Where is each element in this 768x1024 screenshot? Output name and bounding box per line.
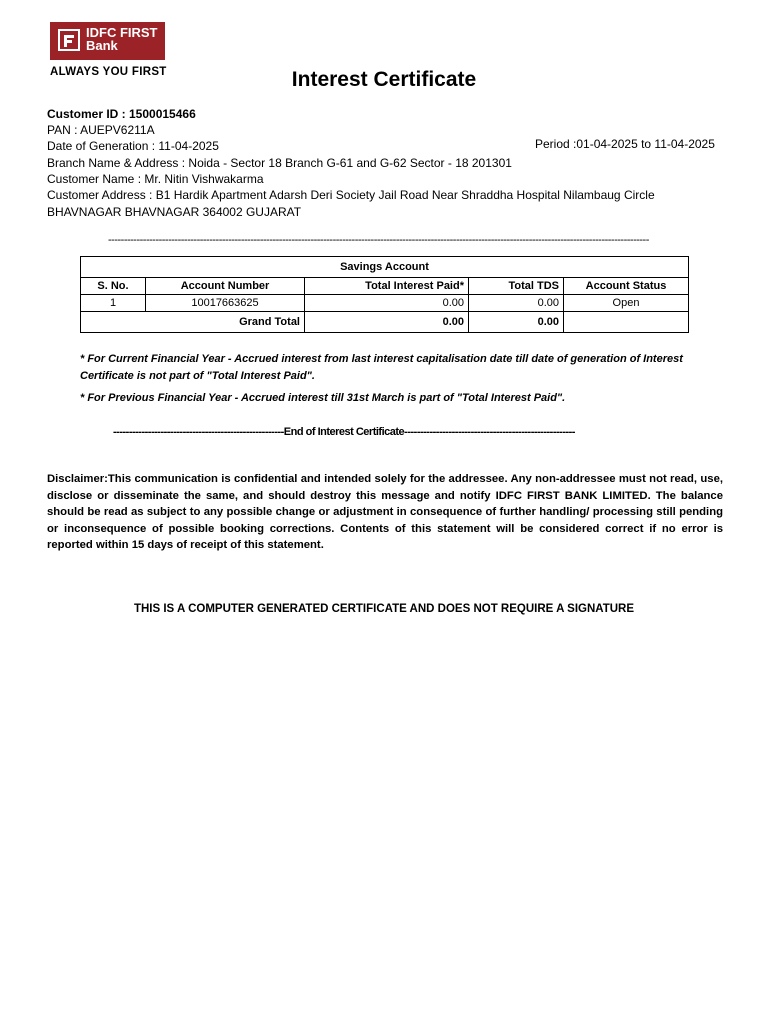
tagline: ALWAYS YOU FIRST [50, 66, 167, 78]
bank-logo-icon [58, 29, 80, 51]
col-account-number: Account Number [146, 278, 305, 295]
logo-line-1: IDFC FIRST [86, 25, 158, 40]
col-tds: Total TDS [469, 278, 564, 295]
separator-line: --------------------------------------------------------------------------------------------------------------------------------------------------------------------------- [108, 234, 649, 246]
pan: PAN : AUEPV6211A [47, 123, 155, 137]
cell-tds: 0.00 [469, 295, 564, 312]
grand-total-status-empty [564, 312, 689, 333]
customer-name: Customer Name : Mr. Nitin Vishwakarma [47, 172, 264, 186]
footer-notice: THIS IS A COMPUTER GENERATED CERTIFICATE AND DOES NOT REQUIRE A SIGNATURE [133, 603, 635, 615]
customer-address: Customer Address : B1 Hardik Apartment Adarsh Deri Society Jail Road Near Shraddha Hospital Nilambaug Circle BHAVNAGAR BHAVNAGAR 364002 GUJARAT [47, 188, 655, 219]
grand-total-row [81, 312, 689, 333]
logo-line-2: Bank [86, 38, 118, 53]
note-previous-year: * For Previous Financial Year - Accrued interest till 31st March is part of "Total Interest Paid". [80, 392, 566, 404]
end-of-certificate: ------------------------------------------------------End of Interest Certificate------------------------------------------------------ [113, 426, 575, 438]
grand-total-tds: 0.00 [469, 312, 564, 333]
disclaimer: Disclaimer:This communication is confidential and intended solely for the addressee. Any non-addressee must not read, use, disclose or disseminate the same, and should destroy this message and notify IDFC FIRST BANK LIMITED. The balance should be read as subject to any possible change or adjustment in consequence of further handling/ processing still pending or inconsequence of possible booking corrections. Contents of this statement will be considered correct if no error is reported within 15 days of receipt of this statement. [47, 473, 723, 551]
period: Period :01-04-2025 to 11-04-2025 [535, 137, 715, 151]
table-header-row [81, 278, 689, 295]
generation-date: Date of Generation : 11-04-2025 [47, 139, 219, 153]
page-title: Interest Certificate [291, 68, 477, 91]
branch-address: Branch Name & Address : Noida - Sector 18 Branch G-61 and G-62 Sector - 18 201301 [47, 156, 512, 170]
bank-logo-text [86, 26, 158, 52]
cell-sno: 1 [81, 295, 146, 312]
col-sno: S. No. [81, 278, 146, 295]
cell-interest-paid: 0.00 [305, 295, 469, 312]
cell-account-status: Open [564, 295, 689, 312]
grand-total-label: Grand Total [81, 312, 305, 333]
account-table [80, 256, 689, 333]
bank-logo [50, 22, 165, 60]
col-interest-paid: Total Interest Paid* [305, 278, 469, 295]
customer-id: Customer ID : 1500015466 [47, 107, 196, 121]
table-row [81, 295, 689, 312]
table-caption: Savings Account [81, 257, 689, 278]
cell-account-number: 10017663625 [146, 295, 305, 312]
col-account-status: Account Status [564, 278, 689, 295]
grand-total-interest: 0.00 [305, 312, 469, 333]
note-current-year: * For Current Financial Year - Accrued interest from last interest capitalisation date till date of generation of Interest Certificate is not part of "Total Interest Paid". [80, 353, 683, 382]
